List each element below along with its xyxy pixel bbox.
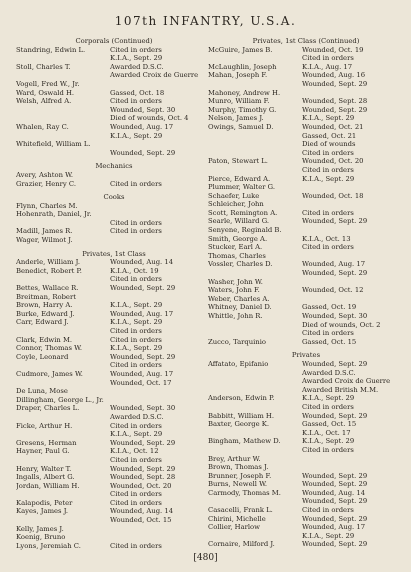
service-record-continued: Cited in orders: [110, 361, 162, 370]
roster-entry: [208, 463, 404, 472]
roster-entry: [208, 123, 404, 132]
service-record: Wounded, Sept. 29: [110, 438, 176, 447]
roster-entry: [16, 258, 212, 267]
service-record-continued: Wounded, Sept. 29: [110, 148, 176, 157]
service-record: K.I.A., Sept. 29: [302, 114, 355, 123]
service-record: Wounded, Aug. 14: [110, 258, 174, 267]
service-record: Wounded, Sept. 29: [110, 464, 176, 473]
service-record: Wounded, Sept. 29: [302, 471, 368, 480]
soldier-name: Nelson, James J.: [208, 114, 264, 123]
roster-entry: [16, 123, 212, 132]
service-record-continued: Died of wounds: [302, 140, 356, 149]
roster-entry: [16, 396, 212, 405]
soldier-name: Zucco, Tarquinio: [208, 337, 266, 346]
roster-entry: [208, 209, 404, 218]
roster-entry: [16, 180, 212, 189]
soldier-name: Hohenrath, Daniel, Jr.: [16, 210, 92, 219]
service-record: Wounded, Sept. 28: [110, 473, 176, 482]
service-record: K.I.A., Aug. 17: [302, 62, 353, 71]
roster-entry: [16, 422, 212, 431]
soldier-name: Benedict, Robert P.: [16, 266, 82, 275]
service-record-continued: Awarded D.S.C.: [302, 368, 356, 377]
roster-entry: [16, 507, 212, 516]
service-record: Wounded, Oct. 19: [302, 45, 364, 54]
roster-entry: [208, 420, 404, 429]
soldier-name: Whitney, Daniel D.: [208, 303, 272, 312]
service-record: Wounded, Sept. 30: [302, 312, 368, 320]
roster-entry: [16, 439, 212, 448]
soldier-name: Schleicher, John: [208, 200, 264, 209]
service-record: Wounded, Aug. 14: [302, 488, 366, 497]
service-record-continued: Wounded, Sept. 29: [302, 79, 368, 88]
service-record: K.I.A., Sept. 29: [302, 174, 355, 183]
roster-entry: [16, 318, 212, 327]
soldier-name: Pierce, Edward A.: [208, 174, 271, 183]
service-record: Gassed, Oct. 18: [110, 88, 165, 97]
soldier-name: Carr, Edward J.: [16, 318, 69, 327]
soldier-name: Gresens, Herman: [16, 438, 77, 447]
soldier-name: Carmody, Thomas M.: [208, 488, 281, 497]
soldier-name: Avery, Ashton W.: [16, 170, 74, 179]
roster-entry: [208, 157, 404, 166]
service-record-continued: K.I.A., Sept. 29: [110, 54, 163, 63]
soldier-name: Scott, Remington A.: [208, 208, 278, 217]
soldier-name: Wager, Wilmot J.: [16, 236, 73, 245]
roster-entry: [16, 482, 212, 491]
service-record: Cited in orders: [110, 97, 162, 106]
service-record-continued: K.I.A., Sept. 29: [302, 531, 355, 540]
section-heading: Corporals (Continued): [75, 37, 153, 45]
roster-entry: [208, 523, 404, 532]
service-record: Wounded, Sept. 29: [302, 217, 368, 226]
soldier-name: Senyene, Reginald B.: [208, 226, 282, 235]
roster-entry: [208, 295, 404, 304]
page-title: 107th INFANTRY, U.S.A.: [114, 14, 297, 28]
roster-entry: [16, 310, 212, 319]
service-record: Wounded, Sept. 29: [110, 352, 176, 361]
service-record-continued: Cited in orders: [302, 329, 354, 338]
roster-entry: [208, 506, 404, 515]
roster-entry: [208, 437, 404, 446]
section-heading: Privates, 1st Class: [82, 249, 146, 258]
soldier-name: Paton, Stewart L.: [208, 157, 268, 166]
soldier-name: Flynn, Charles M.: [16, 201, 78, 210]
soldier-name: Henry, Walter T.: [16, 464, 72, 473]
section-heading: Cooks: [103, 193, 125, 202]
service-record: Cited in orders: [110, 227, 162, 236]
service-record-continued: Wounded, Oct. 17: [110, 378, 172, 387]
soldier-name: Washer, John W.: [208, 277, 263, 286]
roster-entry: [16, 89, 212, 98]
roster-entry: [208, 540, 404, 549]
roster-entry: [208, 89, 404, 98]
soldier-name: Clark, Edwin M.: [16, 335, 73, 344]
roster-entry: [208, 394, 404, 403]
roster-entry: [208, 235, 404, 244]
roster-entry: [16, 404, 212, 413]
service-record: Wounded, Aug. 17: [302, 523, 366, 532]
roster-entry: [16, 267, 212, 276]
service-record: Wounded, Sept. 30: [110, 404, 176, 413]
soldier-name: Hayner, Paul G.: [16, 447, 70, 456]
service-record-continued: Awarded British M.M.: [302, 385, 379, 394]
roster-column-right: [208, 37, 404, 549]
roster-entry: [16, 171, 212, 180]
service-record: K.I.A., Sept. 29: [302, 437, 355, 446]
service-record: Wounded, Sept. 28: [302, 97, 368, 106]
service-record-continued: Wounded, Sept. 29: [302, 269, 368, 278]
soldier-name: Anderle, William J.: [16, 258, 81, 267]
soldier-name: Ingalls, Albert G.: [16, 473, 75, 482]
soldier-name: Lyons, Jeremiah C.: [16, 541, 81, 550]
roster-entry: [16, 533, 212, 542]
soldier-name: Madill, James R.: [16, 227, 73, 236]
service-record: K.I.A., Sept. 29: [302, 394, 355, 403]
service-record: K.I.A., Sept. 29: [110, 301, 163, 310]
soldier-name: Brown, Harry A.: [16, 301, 73, 310]
soldier-name: Owings, Samuel D.: [208, 122, 274, 131]
soldier-name: Chirini, Michelle: [208, 514, 266, 523]
soldier-name: Jordan, William H.: [16, 481, 80, 490]
roster-entry: [208, 192, 404, 201]
service-record: Gassed, Oct. 19: [302, 303, 357, 312]
service-record: Cited in orders: [110, 179, 162, 188]
service-record: Wounded, Oct. 21: [302, 122, 364, 131]
soldier-name: Mahan, Joseph F.: [208, 71, 268, 80]
soldier-name: Babbitt, William H.: [208, 411, 275, 420]
soldier-name: Draper, Charles L.: [16, 404, 80, 413]
roster-entry: [208, 217, 404, 226]
service-record-continued: Cited in orders: [110, 455, 162, 464]
roster-entry: [16, 301, 212, 310]
roster-entry: [208, 260, 404, 269]
roster-entry: [16, 353, 212, 362]
roster-entry: [16, 97, 212, 106]
service-record: Wounded, Aug. 17: [302, 260, 366, 269]
service-record-continued: Cited in orders: [302, 165, 354, 174]
service-record-continued: Gassed, Oct. 21: [302, 131, 357, 140]
roster-entry: [16, 344, 212, 353]
roster-entry: [16, 336, 212, 345]
service-record: Cited in orders: [302, 208, 354, 217]
roster-entry: [16, 140, 212, 149]
roster-entry: [208, 489, 404, 498]
roster-entry: [208, 480, 404, 489]
soldier-name: Ward, Oswald H.: [16, 88, 75, 97]
roster-entry: [16, 293, 212, 302]
soldier-name: Anderson, Edwin P.: [208, 394, 275, 403]
service-record: Wounded, Oct. 20: [302, 157, 364, 166]
soldier-name: Brey, Arthur W.: [208, 454, 261, 463]
soldier-name: Ficke, Arthur H.: [16, 421, 73, 430]
soldier-name: Burns, Newell W.: [208, 480, 268, 489]
service-record: Wounded, Oct. 12: [302, 286, 364, 295]
service-record: Wounded, Sept. 29: [302, 359, 368, 368]
soldier-name: Affatato, Epifanio: [208, 359, 269, 368]
soldier-name: Plummer, Walter G.: [208, 183, 275, 192]
service-record-continued: Cited in orders: [110, 490, 162, 499]
roster-entry: [208, 97, 404, 106]
soldier-name: Connor, Thomas W.: [16, 344, 83, 353]
roster-column-left: [16, 37, 212, 550]
soldier-name: Mahoney, Andrew H.: [208, 88, 281, 97]
roster-entry: [16, 227, 212, 236]
service-record-continued: Awarded Croix de Guerre: [110, 71, 199, 80]
roster-entry: [16, 210, 212, 219]
roster-entry: [208, 515, 404, 524]
service-record-continued: Awarded Croix de Guerre: [302, 377, 391, 386]
roster-entry: [208, 455, 404, 464]
service-record: Cited in orders: [110, 45, 162, 54]
service-record-continued: Wounded, Sept. 30: [110, 105, 176, 114]
soldier-name: Brunner, Joseph F.: [208, 471, 272, 480]
roster-entry: [16, 284, 212, 293]
roster-entry: [16, 525, 212, 534]
service-record-continued: Cited in orders: [110, 275, 162, 284]
soldier-name: Casacelli, Frank L.: [208, 506, 273, 515]
roster-entry: [16, 63, 212, 72]
service-record: Cited in orders: [110, 498, 162, 507]
soldier-name: Schaefer, Luke: [208, 191, 260, 200]
soldier-name: Brown, Thomas J.: [208, 463, 269, 472]
soldier-name: Kayes, James J.: [16, 507, 69, 516]
service-record: Wounded, Sept. 29: [110, 284, 176, 293]
soldier-name: Smith, George A.: [208, 234, 268, 243]
service-record: Cited in orders: [302, 506, 354, 515]
service-record-continued: Cited in orders: [110, 327, 162, 335]
soldier-name: McGuire, James B.: [208, 45, 273, 54]
roster-entry: [208, 46, 404, 55]
service-record-continued: K.I.A., Sept. 29: [110, 131, 163, 140]
roster-entry: [16, 46, 212, 55]
soldier-name: Thomas, Charles: [208, 251, 266, 260]
service-record: Awarded D.S.C.: [110, 62, 164, 71]
soldier-name: Welsh, Alfred A.: [16, 97, 72, 106]
soldier-name: Dillingham, George L., Jr.: [16, 395, 104, 404]
roster-entry: [16, 542, 212, 551]
roster-entry: [208, 243, 404, 252]
service-record-continued: Cited in orders: [302, 445, 354, 454]
service-record-continued: Awarded D.S.C.: [110, 412, 164, 421]
soldier-name: Whalen, Ray C.: [16, 122, 69, 131]
roster-entry: [16, 387, 212, 396]
soldier-name: Munro, William F.: [208, 97, 270, 106]
roster-entry: [16, 202, 212, 211]
soldier-name: Vogell, Fred W., Jr.: [16, 79, 80, 88]
roster-entry: [208, 312, 404, 321]
roster-entry: [208, 286, 404, 295]
service-record-continued: Cited in orders: [302, 148, 354, 157]
roster-entry: [16, 447, 212, 456]
service-record-continued: K.I.A., Oct. 17: [302, 428, 351, 437]
soldier-name: Murphy, Timothy G.: [208, 105, 277, 114]
service-record: Cited in orders: [110, 421, 162, 430]
soldier-name: Kalapodis, Peter: [16, 498, 73, 507]
roster-entry: [16, 80, 212, 89]
service-record: K.I.A., Oct. 19: [110, 266, 159, 275]
service-record: K.I.A., Sept. 29: [110, 318, 163, 327]
service-record: Wounded, Sept. 29: [302, 540, 368, 549]
service-record: Wounded, Aug. 14: [110, 507, 174, 516]
service-record: Wounded, Oct. 18: [302, 191, 364, 200]
soldier-name: Vossler, Charles D.: [208, 260, 273, 269]
soldier-name: McLaughlin, Joseph: [208, 62, 277, 71]
soldier-name: De Luna, Mose: [16, 387, 68, 396]
service-record-continued: Cited in orders: [302, 402, 354, 411]
roster-entry: [208, 71, 404, 80]
service-record-continued: Wounded, Oct. 15: [110, 516, 172, 525]
soldier-name: Grazier, Henry C.: [16, 179, 77, 188]
roster-entry: [208, 303, 404, 312]
soldier-name: Searle, Willard G.: [208, 217, 270, 226]
roster-entry: [16, 370, 212, 379]
soldier-name: Waters, John F.: [208, 286, 260, 295]
roster-entry: [16, 473, 212, 482]
service-record-continued: Cited in orders: [110, 218, 162, 227]
service-record-continued: Died of wounds, Oct. 4: [110, 114, 189, 123]
roster-entry: [208, 200, 404, 209]
soldier-name: Coyle, Leonard: [16, 352, 69, 361]
roster-entry: [208, 183, 404, 192]
soldier-name: Whittle, John R.: [208, 312, 263, 320]
soldier-name: Stucker, Earl A.: [208, 243, 263, 252]
service-record: Cited in orders: [110, 541, 162, 550]
soldier-name: Burke, Edward J.: [16, 309, 75, 318]
section-heading: Privates: [291, 351, 321, 360]
service-record: Wounded, Sept. 29: [302, 480, 368, 489]
page-number: [480]: [193, 553, 218, 563]
roster-entry: [208, 252, 404, 261]
service-record-continued: Cited in orders: [302, 54, 354, 63]
soldier-name: Standring, Edwin L.: [16, 45, 86, 54]
service-record: Wounded, Sept. 29: [302, 514, 368, 523]
service-record: Wounded, Oct. 20: [110, 481, 172, 490]
soldier-name: Bettes, Wallace R.: [16, 284, 79, 293]
service-record: K.I.A., Sept. 29: [110, 344, 163, 353]
roster-entry: [208, 278, 404, 287]
section-heading: Mechanics: [95, 162, 133, 171]
service-record: Cited in orders: [110, 335, 162, 344]
service-record: Wounded, Aug. 17: [110, 309, 174, 318]
service-record: Wounded, Sept. 29: [302, 105, 368, 114]
service-record: K.I.A., Oct. 12: [110, 447, 159, 456]
service-record: Wounded, Aug. 17: [110, 369, 174, 378]
soldier-name: Koenig, Bruno: [16, 533, 66, 542]
service-record-continued: K.I.A., Sept. 29: [110, 430, 163, 439]
roster-entry: [16, 465, 212, 474]
soldier-name: Weber, Charles A.: [208, 294, 270, 303]
soldier-name: Whitefield, William L.: [16, 140, 91, 149]
roster-entry: [208, 114, 404, 123]
service-record: Wounded, Sept. 29: [302, 411, 368, 420]
soldier-name: Stoll, Charles T.: [16, 62, 71, 71]
soldier-name: Kelly, James J.: [16, 524, 64, 533]
soldier-name: Cornaire, Milford J.: [208, 540, 275, 549]
service-record-continued: Died of wounds, Oct. 2: [302, 320, 381, 329]
service-record-continued: Wounded, Sept. 29: [302, 497, 368, 506]
roster-entry: [16, 499, 212, 508]
service-record: Gassed, Oct. 15: [302, 337, 357, 346]
roster-entry: [208, 360, 404, 369]
roster-entry: [208, 175, 404, 184]
soldier-name: Baxter, George K.: [208, 420, 270, 429]
roster-entry: [208, 106, 404, 115]
roster-entry: [16, 236, 212, 245]
roster-entry: [208, 63, 404, 72]
section-heading: Privates, 1st Class (Continued): [252, 37, 360, 45]
soldier-name: Collier, Harlow: [208, 523, 260, 532]
service-record: Gassed, Oct. 15: [302, 420, 357, 429]
roster-entry: [208, 226, 404, 235]
service-record: Cited in orders: [302, 243, 354, 252]
service-record: Wounded, Aug. 17: [110, 122, 174, 131]
roster-entry: [208, 338, 404, 347]
service-record: Wounded, Aug. 16: [302, 71, 366, 80]
soldier-name: Cudmore, James W.: [16, 369, 83, 378]
soldier-name: Breitman, Robert: [16, 292, 76, 301]
soldier-name: Bingham, Mathew D.: [208, 437, 281, 446]
roster-entry: [208, 472, 404, 481]
roster-entry: [208, 412, 404, 421]
service-record: K.I.A., Oct. 13: [302, 234, 351, 243]
